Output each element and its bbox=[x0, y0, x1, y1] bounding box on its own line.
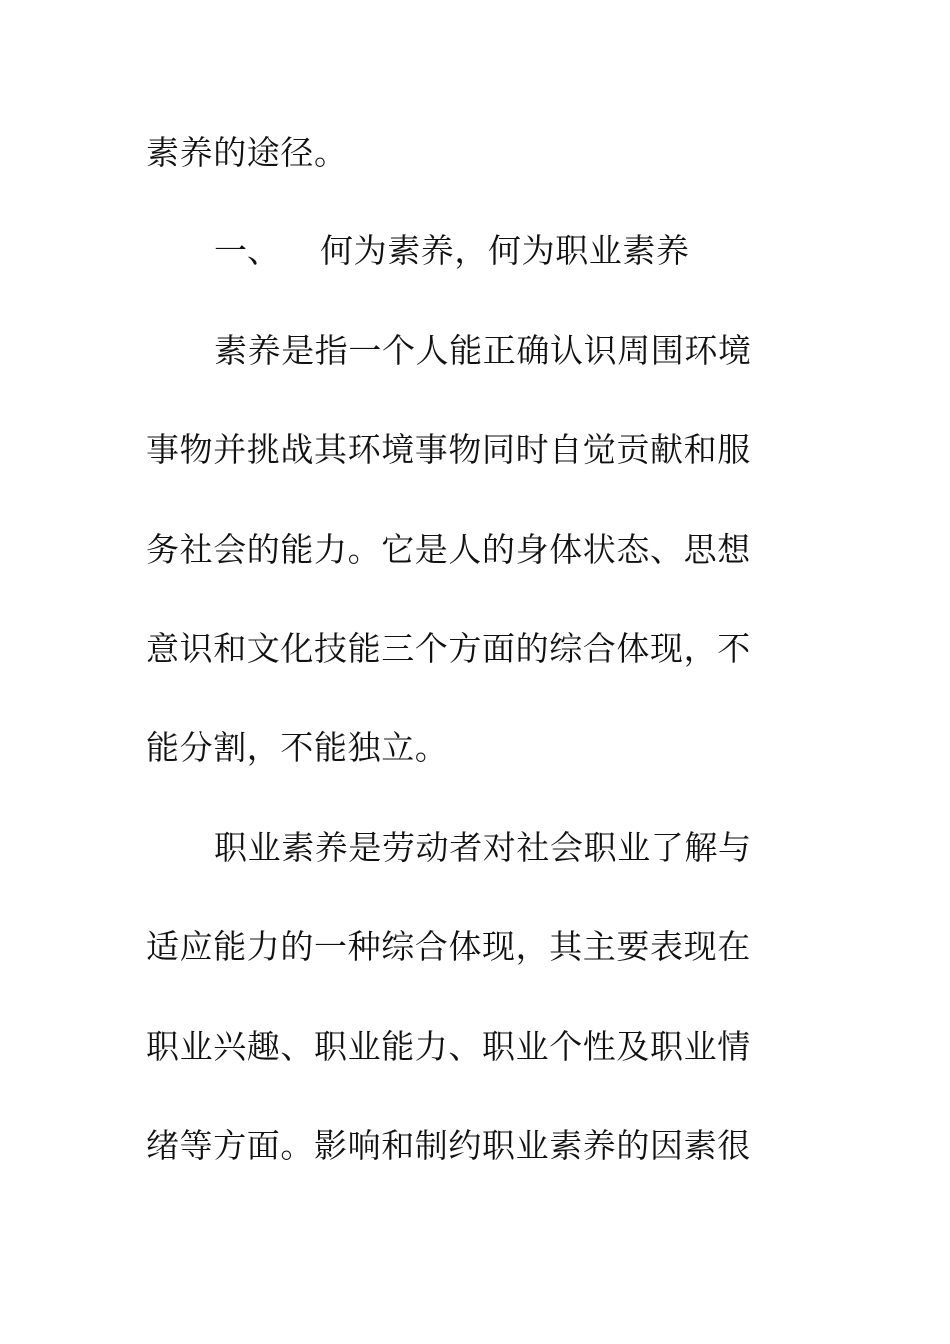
section-heading-number: 一、 bbox=[214, 231, 280, 270]
paragraph-line-10: 绪等方面。影响和制约职业素养的因素很 bbox=[146, 1126, 751, 1165]
paragraph-line-7: 职业素养是劳动者对社会职业了解与 bbox=[214, 828, 752, 867]
paragraph-line-9: 职业兴趣、职业能力、职业个性及职业情 bbox=[146, 1027, 751, 1066]
paragraph-line-1: 素养的途径。 bbox=[146, 133, 348, 172]
paragraph-line-5: 意识和文化技能三个方面的综合体现，不 bbox=[146, 629, 751, 668]
paragraph-line-6: 能分割，不能独立。 bbox=[146, 728, 449, 767]
paragraph-line-4: 务社会的能力。它是人的身体状态、思想 bbox=[146, 530, 751, 569]
section-heading-title: 何为素养，何为职业素养 bbox=[320, 231, 690, 270]
paragraph-line-3: 事物并挑战其环境事物同时自觉贡献和服 bbox=[146, 430, 751, 469]
paragraph-line-8: 适应能力的一种综合体现，其主要表现在 bbox=[146, 927, 751, 966]
paragraph-line-2: 素养是指一个人能正确认识周围环境 bbox=[214, 331, 752, 370]
